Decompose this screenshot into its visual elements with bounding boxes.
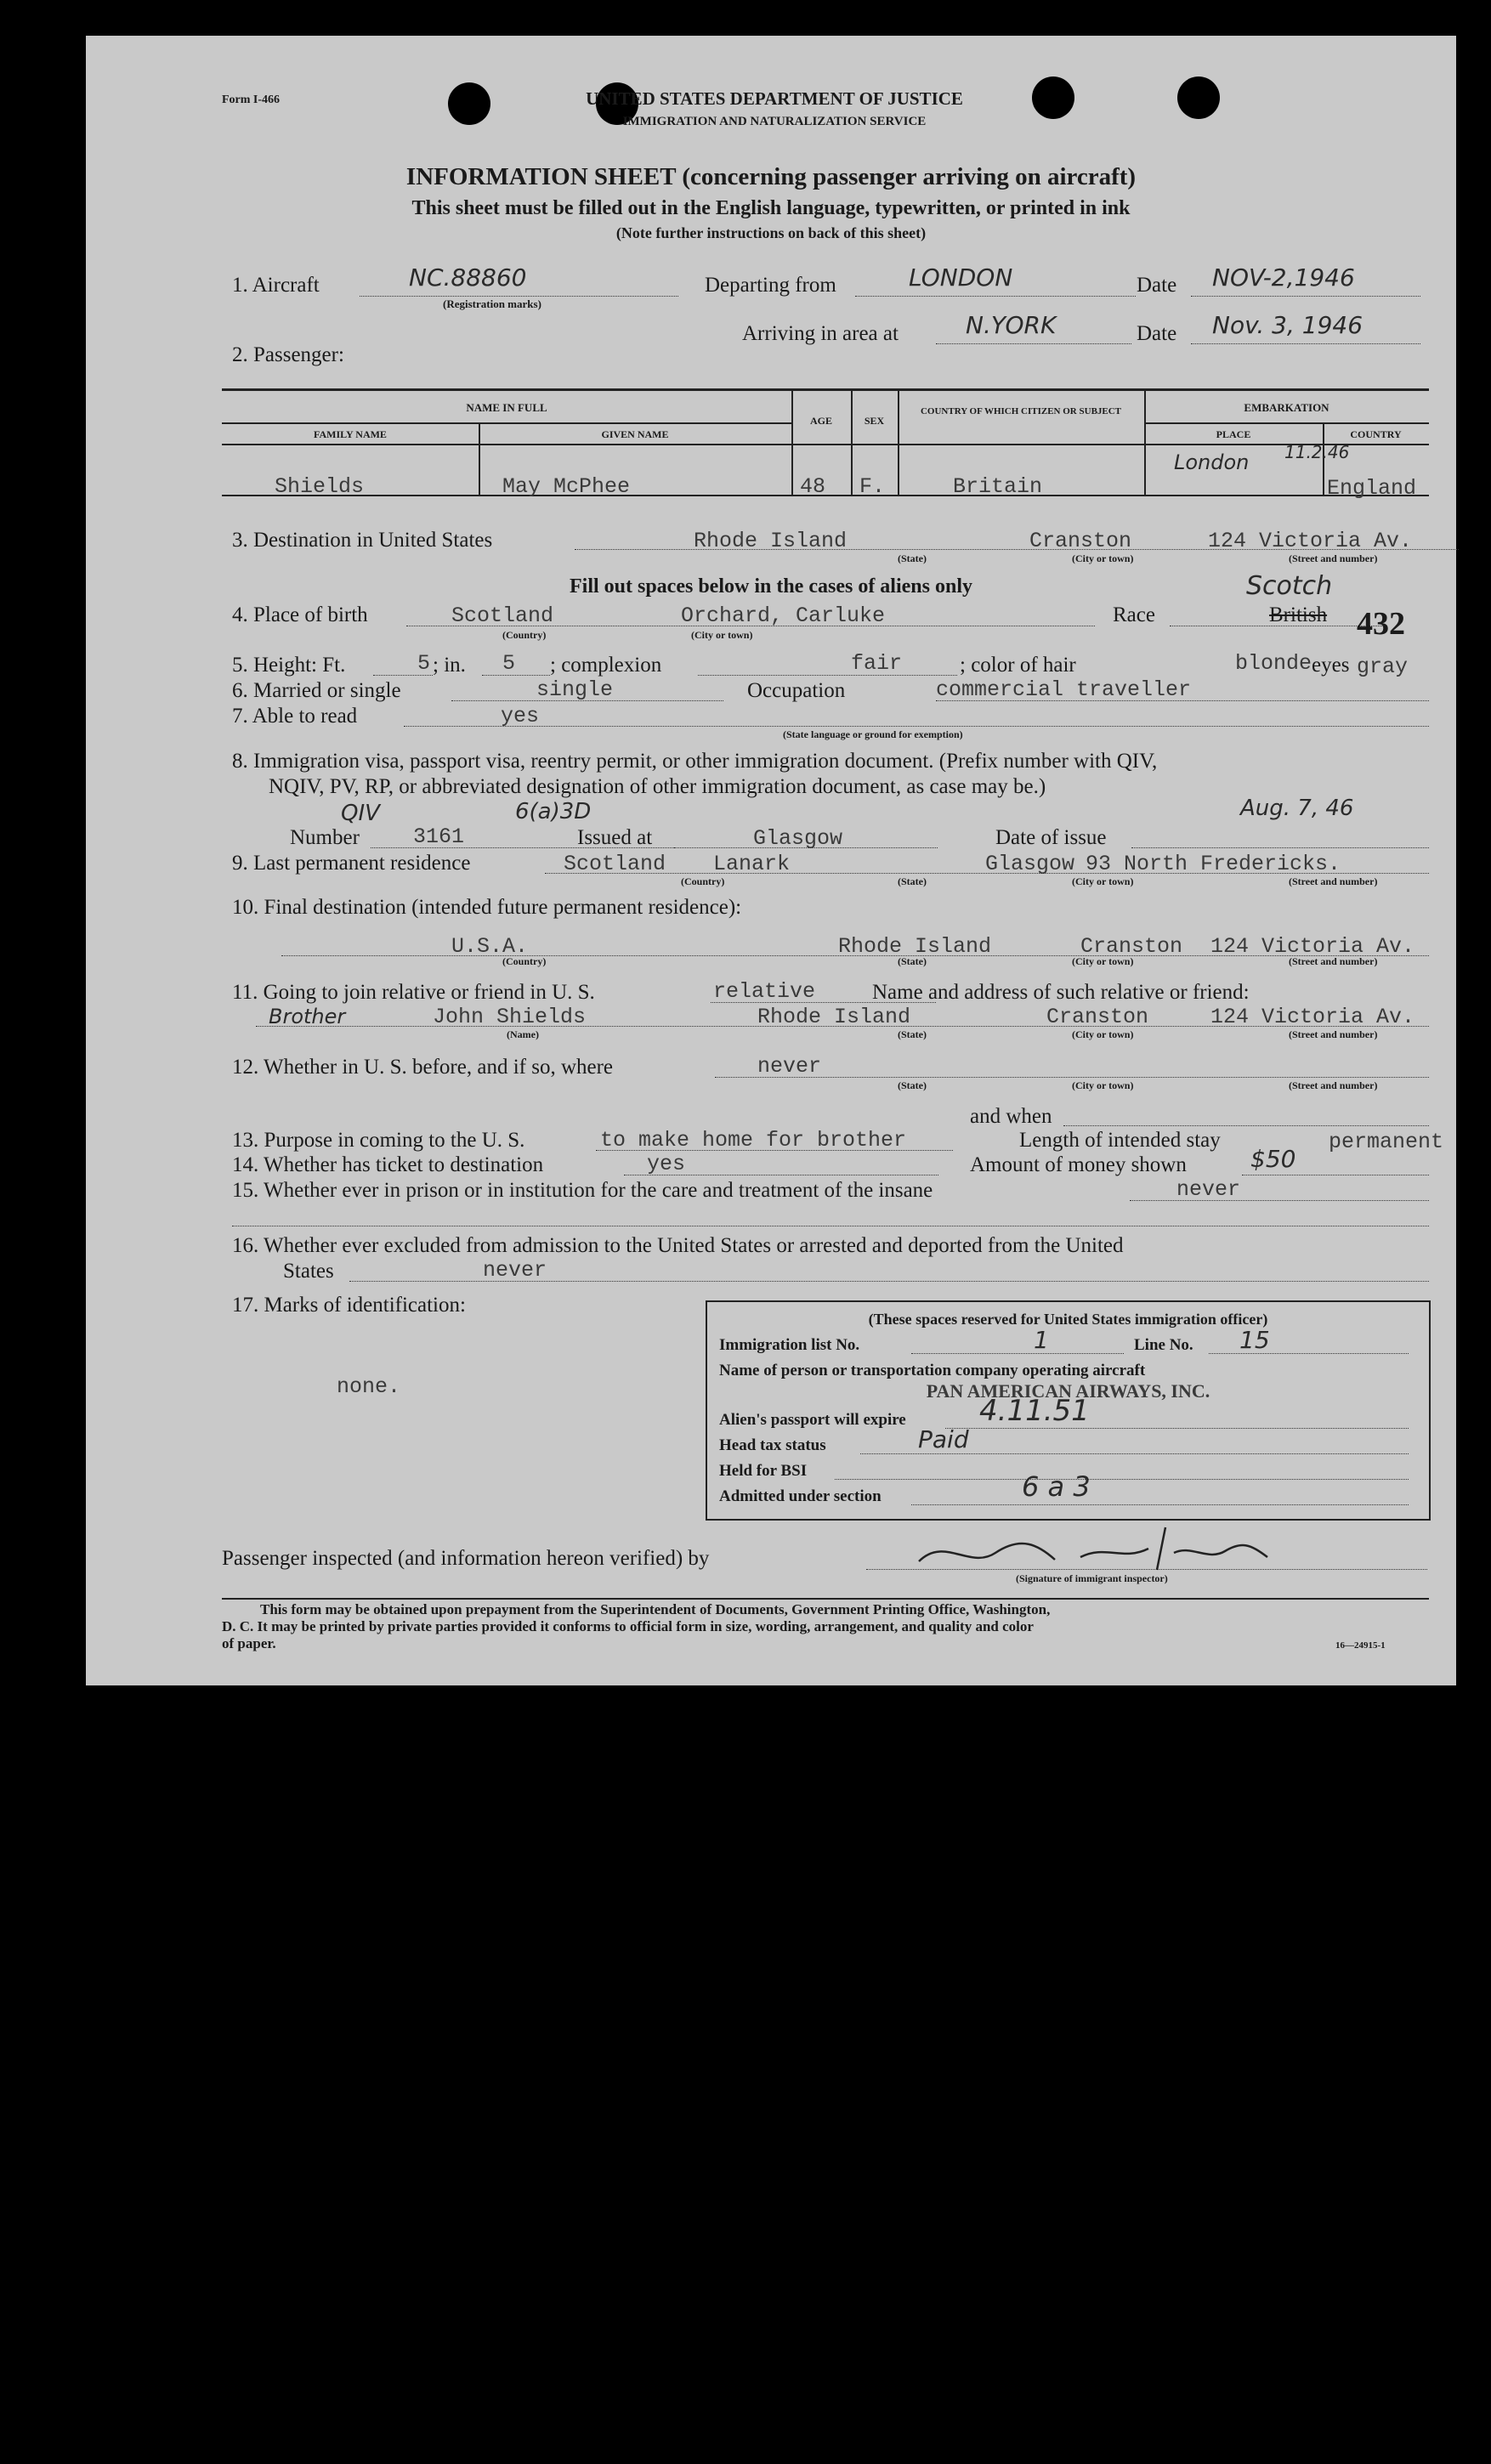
line-label: Line No. <box>1134 1336 1193 1354</box>
admitted-section: 6 a 3 <box>1022 1470 1091 1503</box>
aircraft-label: 1. Aircraft <box>232 274 320 297</box>
final-dest-label: 10. Final destination (intended future permanent residence): <box>232 896 742 919</box>
citizen-country: Britain <box>953 474 1043 499</box>
complexion-label: ; complexion <box>550 654 662 677</box>
number-label: Number <box>290 826 360 849</box>
street-caption: (Street and number) <box>1289 552 1378 564</box>
state-caption: (State) <box>898 1079 927 1091</box>
form-instruction: This sheet must be filled out in the English language, typewritten, or printed in ink <box>411 197 1131 219</box>
hair-color: blonde <box>1235 651 1312 676</box>
final-country: U.S.A. <box>451 934 529 959</box>
race-handwritten: Scotch <box>1246 571 1333 601</box>
height-in: 5 <box>502 651 516 676</box>
name-in-full-header: NAME IN FULL <box>466 401 547 414</box>
read-caption: (State language or ground for exemption) <box>783 728 963 740</box>
given-name: May McPhee <box>502 474 631 499</box>
country2-header: COUNTRY <box>1350 428 1402 440</box>
service-name: IMMIGRATION AND NATURALIZATION SERVICE <box>622 115 927 128</box>
arriving-date: Nov. 3, 1946 <box>1212 311 1363 339</box>
place-header: PLACE <box>1216 428 1251 440</box>
occupation-label: Occupation <box>747 679 846 702</box>
inches-label: ; in. <box>433 654 466 677</box>
departing-date: NOV-2,1946 <box>1212 263 1355 292</box>
passport-expiry: 4.11.51 <box>979 1394 1090 1428</box>
state-caption: (State) <box>898 552 927 564</box>
final-street: 124 Victoria Av. <box>1210 934 1415 959</box>
purpose-label: 13. Purpose in coming to the U. S. <box>232 1129 525 1152</box>
bsi-label: Held for BSI <box>719 1462 808 1480</box>
tax-label: Head tax status <box>719 1436 826 1454</box>
birth-city: Orchard, Carluke <box>681 603 886 628</box>
height-label: 5. Height: Ft. <box>232 654 346 677</box>
prison-value: never <box>1176 1177 1241 1202</box>
country-caption: (Country) <box>681 875 725 887</box>
state-caption: (State) <box>898 875 927 887</box>
inspected-label: Passenger inspected (and information hereon verified) by <box>222 1547 710 1570</box>
birth-country: Scotland <box>451 603 554 628</box>
prison-label: 15. Whether ever in prison or in institution for the care and treatment of the insane <box>232 1179 933 1202</box>
officer-box <box>706 1300 1431 1521</box>
family-name-header: FAMILY NAME <box>314 428 387 440</box>
read-label: 7. Able to read <box>232 705 358 728</box>
age-header: AGE <box>809 415 832 427</box>
form-number: Form I-466 <box>222 93 281 106</box>
visa-section: 6(a)3D <box>515 799 592 824</box>
country-header: COUNTRY OF WHICH CITIZEN OR SUBJECT <box>920 406 1122 416</box>
issued-place: Glasgow <box>753 826 843 851</box>
name-caption: (Name) <box>507 1028 539 1040</box>
footer-line-2: D. C. It may be printed by private parties provided it conforms to official form in size, wording, arrangement, and quality and color <box>222 1618 1034 1634</box>
complexion: fair <box>851 651 903 676</box>
join-value: relative <box>713 979 816 1004</box>
aircraft-sublabel: (Registration marks) <box>443 297 541 310</box>
family-name: Shields <box>275 474 365 499</box>
footer-line-3: of paper. <box>222 1635 276 1651</box>
officer-heading: (These spaces reserved for United States immigration officer) <box>868 1311 1268 1328</box>
passport-label: Alien's passport will expire <box>719 1411 906 1429</box>
punch-hole <box>1032 76 1074 119</box>
aircraft-value: NC.88860 <box>409 263 527 292</box>
company-label: Name of person or transportation company operating aircraft <box>719 1362 1146 1379</box>
footer-code: 16—24915-1 <box>1335 1640 1386 1651</box>
street-caption: (Street and number) <box>1289 1028 1378 1040</box>
race-label: Race <box>1113 603 1155 626</box>
inspector-signature <box>910 1519 1301 1578</box>
excluded-label-2: States <box>283 1260 334 1283</box>
departing-value: LONDON <box>909 263 1013 292</box>
final-state: Rhode Island <box>838 934 992 959</box>
height-ft: 5 <box>417 651 431 676</box>
race-struck: British <box>1269 603 1328 626</box>
marks-label: 17. Marks of identification: <box>232 1294 466 1317</box>
relative-name: John Shields <box>433 1005 587 1029</box>
street-caption: (Street and number) <box>1289 955 1378 967</box>
married-label: 6. Married or single <box>232 679 401 702</box>
form-title: INFORMATION SHEET (concerning passenger arriving on aircraft) <box>405 163 1137 190</box>
signature-caption: (Signature of immigrant inspector) <box>1016 1572 1168 1584</box>
form-note: (Note further instructions on back of this sheet) <box>615 224 927 241</box>
race-code: 432 <box>1357 606 1405 642</box>
ticket-value: yes <box>647 1152 686 1176</box>
list-number: 1 <box>1034 1326 1049 1354</box>
occupation: commercial traveller <box>936 677 1192 702</box>
read-value: yes <box>501 704 540 728</box>
footer-line-1: This form may be obtained upon prepayment from the Superintendent of Documents, Government Printing Office, Washington, <box>260 1601 1051 1617</box>
visa-prefix: QIV <box>341 801 380 826</box>
country-caption: (Country) <box>502 629 547 641</box>
birth-label: 4. Place of birth <box>232 603 368 626</box>
admitted-label: Admitted under section <box>719 1487 882 1505</box>
given-name-header: GIVEN NAME <box>601 428 669 440</box>
final-city: Cranston <box>1080 934 1183 959</box>
eyes-label: eyes <box>1312 654 1350 677</box>
and-when-label: and when <box>970 1105 1052 1128</box>
city-caption: (City or town) <box>1072 1028 1134 1040</box>
departing-label: Departing from <box>705 274 836 297</box>
relative-name-label: Name and address of such relative or friend: <box>872 981 1250 1004</box>
money-label: Amount of money shown <box>970 1153 1187 1176</box>
destination-city: Cranston <box>1029 529 1132 553</box>
visa-number: 3161 <box>413 824 465 849</box>
purpose-value: to make home for brother <box>600 1128 907 1153</box>
aliens-note: Fill out spaces below in the cases of aliens only <box>569 575 972 598</box>
age: 48 <box>800 474 826 499</box>
excluded-value: never <box>483 1258 547 1283</box>
relative-state: Rhode Island <box>757 1005 911 1029</box>
city-caption: (City or town) <box>1072 552 1134 564</box>
embarkation-date: 11.2.46 <box>1284 442 1350 462</box>
punch-hole <box>1177 76 1220 119</box>
destination-state: Rhode Island <box>694 529 848 553</box>
city-caption: (City or town) <box>1072 955 1134 967</box>
relative-street: 124 Victoria Av. <box>1210 1005 1415 1029</box>
city-caption: (City or town) <box>1072 1079 1134 1091</box>
punch-hole <box>448 82 490 125</box>
tax-status: Paid <box>918 1425 969 1453</box>
ticket-label: 14. Whether has ticket to destination <box>232 1153 544 1176</box>
sex: F. <box>859 474 886 499</box>
street-caption: (Street and number) <box>1289 875 1378 887</box>
passenger-label: 2. Passenger: <box>232 343 344 366</box>
join-label: 11. Going to join relative or friend in U. S. <box>232 981 595 1004</box>
city-caption: (City or town) <box>1072 875 1134 887</box>
embarkation-country: England <box>1327 476 1417 501</box>
arriving-value: N.YORK <box>966 311 1057 339</box>
company-value: PAN AMERICAN AIRWAYS, INC. <box>926 1380 1210 1402</box>
destination-label: 3. Destination in United States <box>232 529 493 552</box>
visa-label: 8. Immigration visa, passport visa, reentry permit, or other immigration document. (Prefix number with QIV, <box>232 750 1158 773</box>
excluded-label: 16. Whether ever excluded from admission to the United States or arrested and deported from the United <box>232 1234 1124 1257</box>
embarkation-header: EMBARKATION <box>1244 401 1329 414</box>
date-label: Date <box>1137 274 1177 297</box>
stay-label: Length of intended stay <box>1019 1129 1221 1152</box>
residence-label: 9. Last permanent residence <box>232 852 471 875</box>
sex-header: SEX <box>864 415 885 427</box>
relative-city: Cranston <box>1046 1005 1149 1029</box>
information-sheet <box>86 36 1456 1685</box>
residence-city: Glasgow <box>985 852 1075 876</box>
residence-country: Scotland <box>564 852 666 876</box>
marks-value: none. <box>337 1374 401 1399</box>
country-caption: (Country) <box>502 955 547 967</box>
department-name: UNITED STATES DEPARTMENT OF JUSTICE <box>586 88 963 109</box>
stay-value: permanent <box>1329 1130 1444 1154</box>
hair-label: ; color of hair <box>960 654 1076 677</box>
date-of-issue: Aug. 7, 46 <box>1240 796 1354 821</box>
state-caption: (State) <box>898 1028 927 1040</box>
street-caption: (Street and number) <box>1289 1079 1378 1091</box>
city-caption: (City or town) <box>691 629 753 641</box>
doi-label: Date of issue <box>995 826 1107 849</box>
arriving-label: Arriving in area at <box>742 322 899 345</box>
eye-color: gray <box>1357 654 1409 679</box>
money-value: $50 <box>1250 1145 1296 1173</box>
issued-label: Issued at <box>577 826 653 849</box>
before-label: 12. Whether in U. S. before, and if so, where <box>232 1056 614 1079</box>
residence-street: 93 North Fredericks. <box>1086 852 1341 876</box>
residence-state: Lanark <box>713 852 791 876</box>
married-value: single <box>536 677 614 702</box>
state-caption: (State) <box>898 955 927 967</box>
embarkation-place: London <box>1174 450 1250 474</box>
visa-label-2: NQIV, PV, RP, or abbreviated designation of other immigration document, as case may be.) <box>269 775 1046 798</box>
relation: Brother <box>269 1005 346 1028</box>
date2-label: Date <box>1137 322 1177 345</box>
line-number: 15 <box>1239 1326 1270 1354</box>
before-value: never <box>757 1054 822 1079</box>
table-top-rule <box>222 388 1429 391</box>
destination-street: 124 Victoria Av. <box>1208 529 1413 553</box>
list-label: Immigration list No. <box>719 1336 860 1354</box>
